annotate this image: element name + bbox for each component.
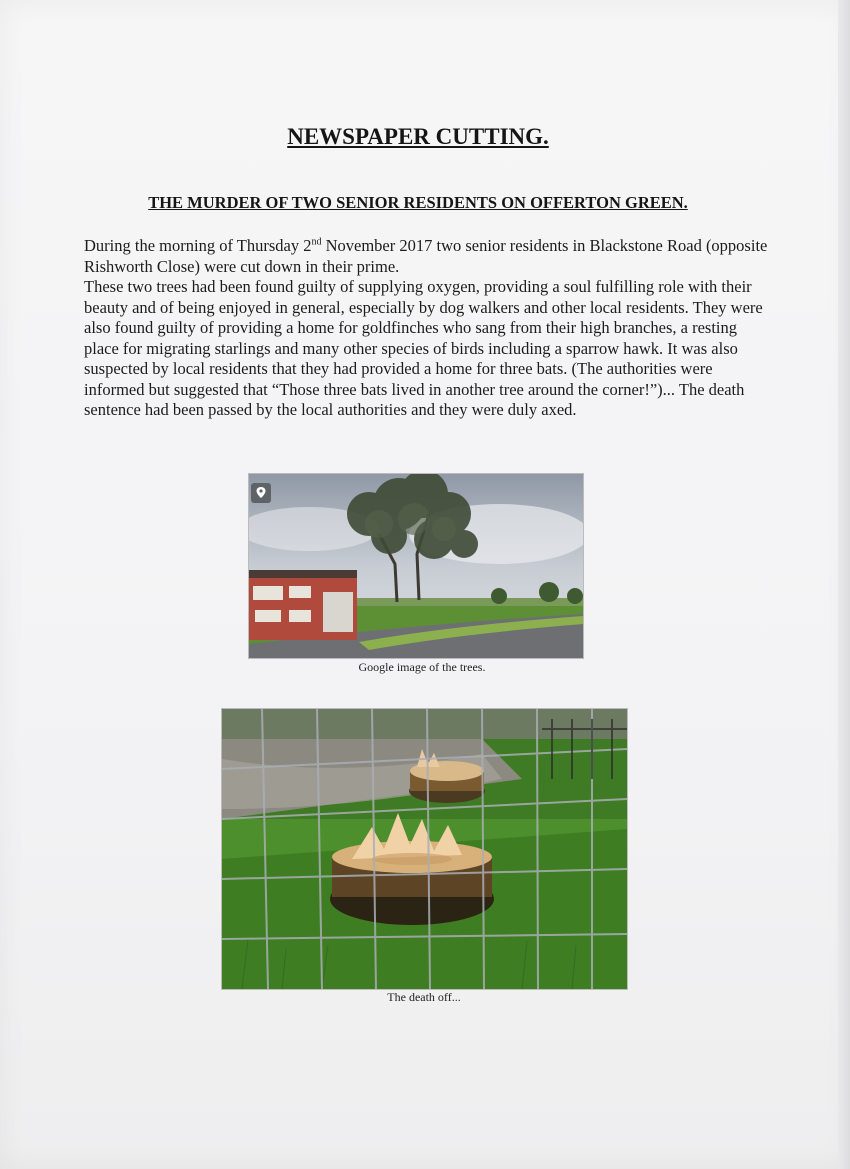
paper-edge (838, 0, 850, 1169)
stumps-photo-caption: The death off... (387, 990, 461, 1004)
ordinal-suffix: nd (311, 236, 322, 248)
stumps-photo-art (222, 709, 627, 989)
article-paragraph-2: These two trees had been found guilty of supplying oxygen, providing a soul fulfilling role with their beauty and of being enjoyed in general, especially by dog walkers and other local residents. They were also found guilty of providing a home for goldfinches who sang from their high branches, a resting place for migrating starlings and many other species of birds including a sparrow hawk. It was also suspected by local residents that they had provided a home for three bats. (The authorities were informed but suggested that “Those three bats lived in another tree around the corner!”)... The death sentence had been passed by the local authorities and they were duly axed. (84, 277, 763, 419)
article-headline: THE MURDER OF TWO SENIOR RESIDENTS ON OFFERTON GREEN. (148, 193, 688, 212)
trees-photo (248, 473, 584, 659)
page-title: NEWSPAPER CUTTING. (287, 124, 549, 149)
trees-photo-caption: Google image of the trees. (358, 660, 486, 674)
stumps-photo (221, 708, 628, 990)
trees-photo-art (249, 474, 583, 658)
location-pin-icon (251, 483, 271, 503)
article-paragraph-1 (84, 236, 774, 277)
article-body (84, 236, 774, 421)
location-pin-glyph (251, 483, 271, 503)
paragraph-1-start: During the morning of Thursday 2 (84, 236, 312, 255)
paragraph-1-end: November 2017 two senior residents in Blackstone Road (opposite Rishworth Close) were cut down in their prime. (84, 236, 768, 276)
